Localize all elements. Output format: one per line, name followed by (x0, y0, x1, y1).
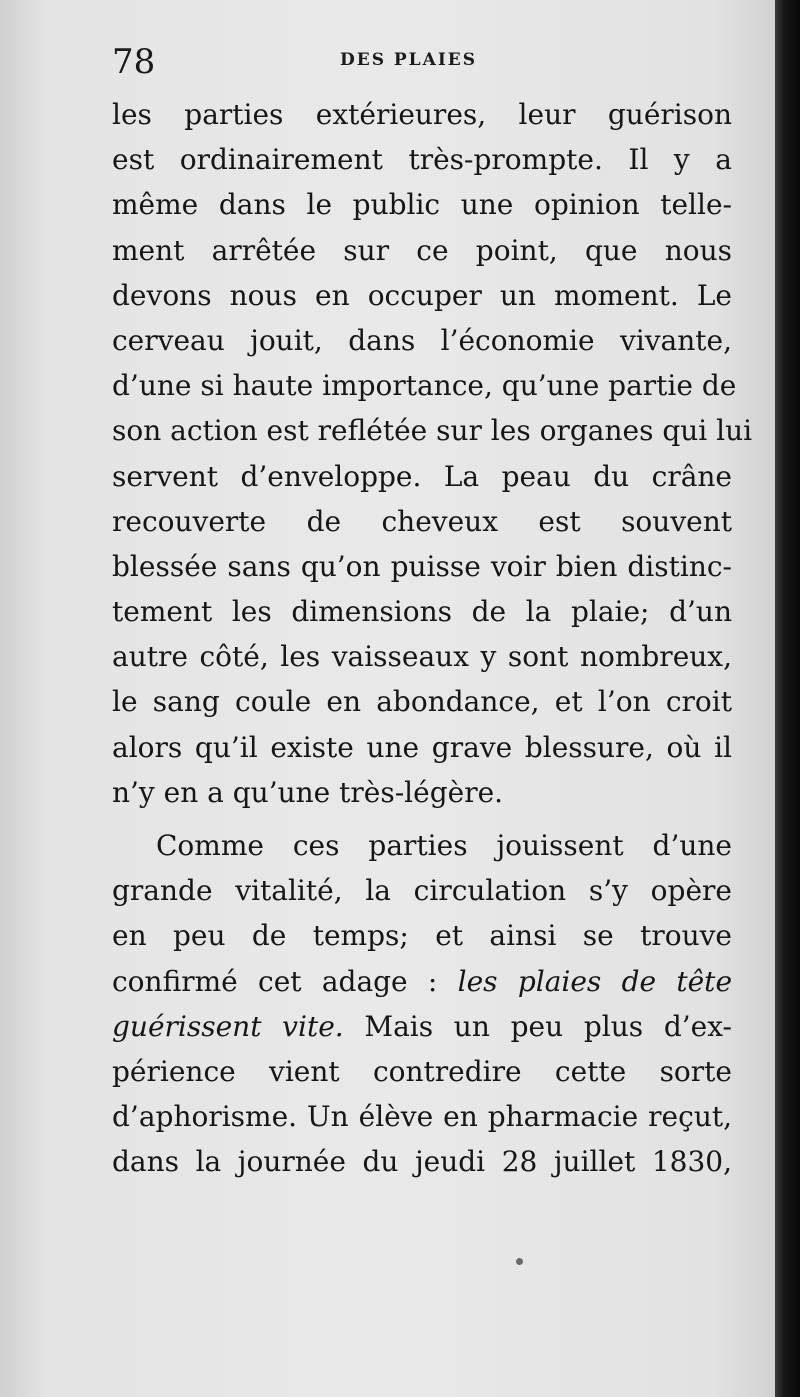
text-line: le sang coule en abondance, et l’on croit (112, 685, 732, 719)
running-head: DES PLAIES (340, 50, 478, 70)
page-number: 78 (112, 42, 156, 82)
text-line: autre côté, les vaisseaux y sont nombreux, (112, 640, 732, 674)
text-line: n’y en a qu’une très-légère. (112, 775, 504, 809)
text-line-mixed (112, 959, 732, 1004)
text-line: servent d’enveloppe. La peau du crâne (112, 459, 732, 493)
text-line-mixed (112, 1004, 732, 1049)
text-line: dans la journée du jeudi 28 juillet 1830, (112, 1145, 732, 1179)
page-header (112, 40, 732, 90)
text-line: les parties extérieures, leur guérison (112, 98, 732, 131)
text-line: ment arrêtée sur ce point, que nous (112, 233, 732, 267)
text-line: grande vitalité, la circulation s’y opère (112, 874, 732, 908)
paragraph-start-line: Comme ces parties jouissent d’une (156, 829, 732, 862)
text-line: blessée sans qu’on puisse voir bien distinc- (112, 549, 732, 583)
text-line: même dans le public une opinion telle- (112, 188, 732, 222)
text-line: devons nous en occuper un moment. Le (112, 278, 732, 312)
text-segment: confirmé cet adage : (112, 964, 438, 998)
text-line: alors qu’il existe une grave blessure, où il (112, 730, 732, 764)
scan-edge-shadow (775, 0, 800, 1397)
ink-speck (516, 1258, 523, 1265)
text-segment: Mais un peu plus d’ex- (364, 1009, 732, 1043)
italic-adage: guérissent vite. (112, 1009, 344, 1043)
text-line: périence vient contredire cette sorte (112, 1054, 732, 1088)
text-line: d’une si haute importance, qu’une partie de (112, 369, 737, 403)
italic-adage: les plaies de tête (457, 964, 733, 998)
text-line: d’aphorisme. Un élève en pharmacie reçut, (112, 1100, 732, 1134)
text-line: est ordinairement très-prompte. Il y a (112, 143, 732, 177)
text-line: tement les dimensions de la plaie; d’un (112, 595, 732, 629)
body-text (112, 92, 753, 1185)
text-line: recouverte de cheveux est souvent (112, 504, 732, 538)
text-line: en peu de temps; et ainsi se trouve (112, 919, 732, 953)
text-line: cerveau jouit, dans l’économie vivante, (112, 323, 732, 357)
text-line: son action est reflétée sur les organes qui lui (112, 414, 753, 448)
